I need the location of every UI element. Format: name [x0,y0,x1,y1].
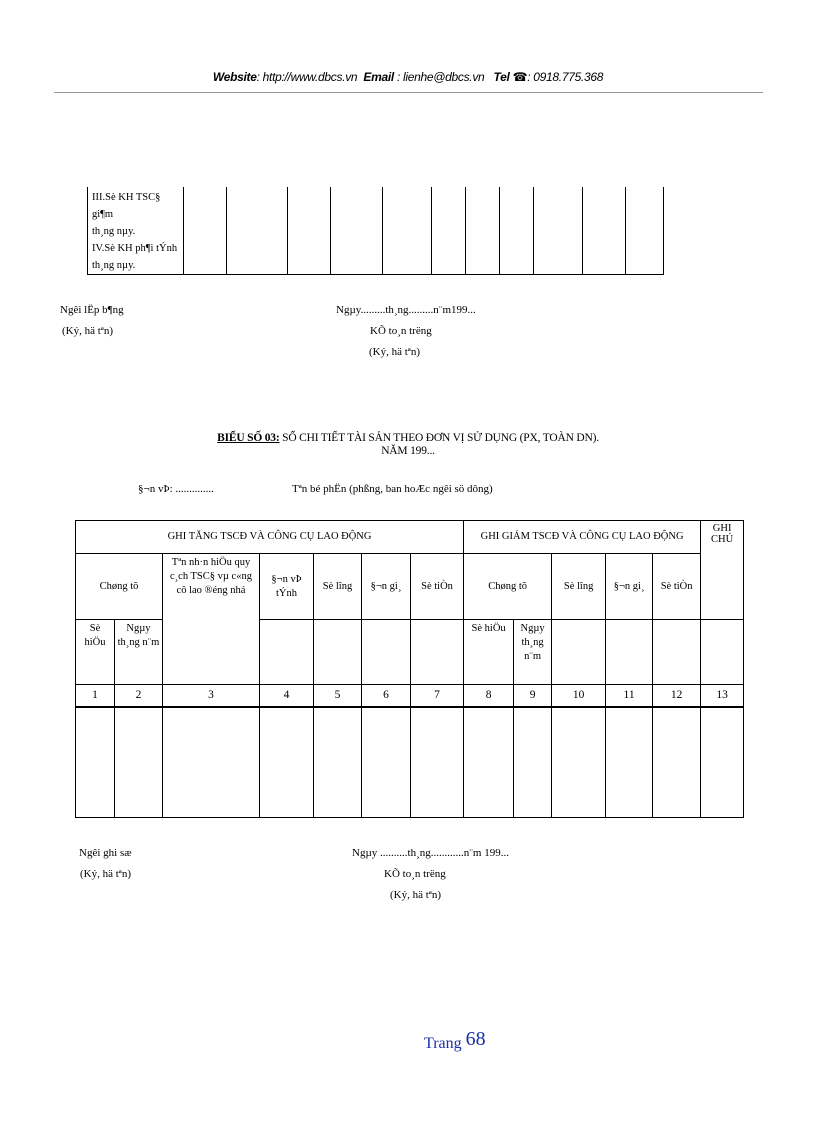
website-label: Website [212,70,257,84]
column-number: 1 [76,685,115,707]
row-text: th¸ng nµy. [92,260,136,271]
chief-accountant-label: KÕ to¸n trëng [384,868,446,880]
column-number: 2 [115,685,163,707]
group-header-increase: GHI TĂNG TSCĐ VÀ CÔNG CỤ LAO ĐỘNG [76,521,464,554]
table-cell [260,620,314,685]
header-doc-date: Ngµy th¸ng n¨m [514,620,552,685]
header-amount: Sè tiÒn [653,554,701,620]
table-cell [76,707,115,818]
preparer-sign-note: (Ký, hä tªn) [62,325,113,337]
column-number: 7 [411,685,464,707]
form-title-text: SỔ CHI TIẾT TÀI SẢN THEO ĐƠN VỊ SỬ DỤNG (PX, TOÀN DN). [279,432,599,444]
table-cell [362,620,411,685]
table-cell [701,707,744,818]
table-cell [466,187,500,275]
header-divider [54,92,763,93]
column-number-row [76,685,744,707]
column-number: 11 [606,685,653,707]
table-cell [552,707,606,818]
column-number: 3 [163,685,260,707]
table-cell [464,707,514,818]
unit-field: §¬n vÞ: .............. [138,483,214,495]
table-cell [314,707,362,818]
page-label: Trang [424,1035,462,1052]
page-number [424,1028,486,1054]
column-number: 5 [314,685,362,707]
table-cell [701,620,744,685]
row-text: IV.Sè KH ph¶i tÝnh [92,243,178,254]
page-number-value: 68 [465,1028,486,1050]
header-quantity: Sè lîng [314,554,362,620]
date-line: Ngµy ..........th¸ng............n¨m 199... [352,847,509,859]
row-label-cell [88,187,184,275]
date-line: Ngµy.........th¸ng.........n¨m199... [336,304,476,316]
chief-accountant-label: KÕ to¸n trëng [370,325,432,337]
row-text: III.Sè KH TSC§ gi¶m [92,192,161,220]
header-doc-date: Ngµy th¸ng n¨m [115,620,163,685]
table-cell [383,187,432,275]
table-row [76,521,744,554]
table-cell [260,707,314,818]
column-number: 10 [552,685,606,707]
preparer-label: Ngêi lËp b¶ng [60,304,124,316]
recorder-label: Ngêi ghi sæ [79,847,132,859]
column-number: 4 [260,685,314,707]
table-cell [314,620,362,685]
table-cell [432,187,466,275]
table-cell [115,707,163,818]
table-cell [514,707,552,818]
table-cell [606,620,653,685]
tel-label: Tel [493,70,510,84]
table-cell [362,707,411,818]
website-value[interactable]: : http://www.dbcs.vn [256,70,358,84]
asset-detail-table [75,520,744,818]
phone-icon: ☎ [512,70,528,84]
tel-value: : 0918.775.368 [527,70,604,84]
department-field: Tªn bé phËn (phßng, ban hoÆc ngêi sö dông) [292,483,493,495]
table-row [88,187,664,275]
table-cell [606,707,653,818]
form-title [0,432,816,458]
header-unit: §¬n vÞ tÝnh [260,554,314,620]
table-cell [227,187,288,275]
table-cell [500,187,534,275]
header-item-name: Tªn nh·n hiÖu quy c¸ch TSC§ vµ c«ng cô lao ®éng nhá [163,554,260,685]
group-header-decrease: GHI GIẢM TSCĐ VÀ CÔNG CỤ LAO ĐỘNG [464,521,701,554]
column-number: 6 [362,685,411,707]
header-quantity: Sè lîng [552,554,606,620]
form-number: BIỂU SỐ 03: [217,432,280,444]
header-unit-price: §¬n gi¸ [362,554,411,620]
header-amount: Sè tiÒn [411,554,464,620]
table-cell [184,187,227,275]
header-unit-price: §¬n gi¸ [606,554,653,620]
chief-accountant-sign-note: (Ký, hä tªn) [369,346,420,358]
table-cell [288,187,331,275]
column-number: 8 [464,685,514,707]
table-cell [653,620,701,685]
table-row [76,707,744,818]
chief-accountant-sign-note: (Ký, hä tªn) [390,889,441,901]
row-text: th¸ng nµy. [92,226,136,237]
header-voucher: Chøng tõ [464,554,552,620]
column-number: 9 [514,685,552,707]
column-number: 13 [701,685,744,707]
header-note: GHI CHÚ [701,521,744,620]
table-cell [552,620,606,685]
page-header [0,70,816,84]
table-cell [331,187,383,275]
header-voucher: Chøng tõ [76,554,163,620]
email-label: Email [363,70,394,84]
recorder-sign-note: (Ký, hä tªn) [80,868,131,880]
table-cell [653,707,701,818]
form-year: NĂM 199... [381,445,435,457]
table-cell [583,187,626,275]
column-number: 12 [653,685,701,707]
table-cell [626,187,664,275]
table-cell [411,620,464,685]
table-cell [163,707,260,818]
table-row [76,554,744,620]
header-doc-number: Sè hiÖu [76,620,115,685]
header-doc-number: Sè hiÖu [464,620,514,685]
table-cell [534,187,583,275]
table-cell [411,707,464,818]
email-value[interactable]: : lienhe@dbcs.vn [396,70,485,84]
depreciation-table-fragment [87,187,664,275]
